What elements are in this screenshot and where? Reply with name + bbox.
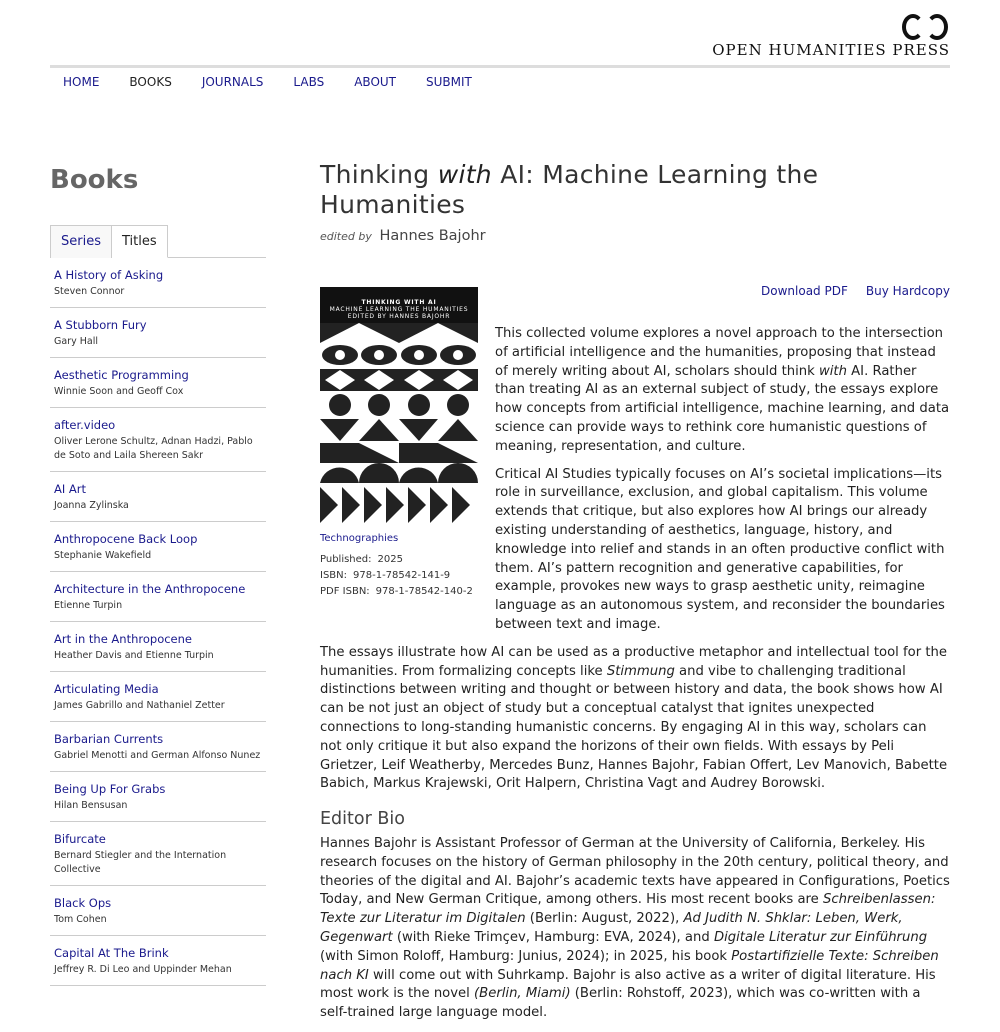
editor-bio: Hannes Bajohr is Assistant Professor of German at the University of California, Berkeley. His research focuses on the history of German philosophy in the 20th century, political theory, and theories of the digital and AI. Bajohr’s academic texts have appeared in Configurations, Poetics Today, and New German Critique, among others. His most recent books are Schreibenlassen: Texte zur Literatur im Digitalen (Berlin: August, 2022), Ad Judith N. Shklar: Leben, Werk, Gegenwart (with Rieke Trimçev, Hamburg: EVA, 2024), and Digitale Literatur zur Einführung (with Simon Roloff, Hamburg: Junius, 2024); in 2025, his book Postartifizielle Texte: Schreiben nach KI will come out with Suhrkamp. Bajohr is also active as a writer of digital literature. His most work is the novel (Berlin, Miami) (Berlin: Rohstoff, 2023), which was co-written with a self-trained large language model. — [320, 835, 950, 1021]
list-item — [50, 258, 266, 308]
book-title-link[interactable]: Bifurcate — [54, 832, 106, 846]
series-link[interactable]: Technographies — [320, 533, 399, 544]
edited-by-label: edited by — [320, 230, 372, 243]
book-list — [50, 258, 266, 986]
book-author: Gary Hall — [54, 336, 98, 347]
nav-journals[interactable]: JOURNALS — [201, 75, 264, 89]
book-title-link[interactable]: Anthropocene Back Loop — [54, 532, 198, 546]
list-item — [50, 472, 266, 522]
list-item — [50, 358, 266, 408]
list-item — [50, 936, 266, 986]
list-item — [50, 772, 266, 822]
page-title: Thinking with AI: Machine Learning the Humanities — [320, 160, 819, 219]
download-pdf-link[interactable]: Download PDF — [761, 284, 848, 298]
book-meta: Published: 2025 ISBN: 978-1-78542-141-9 PDF ISBN: 978-1-78542-140-2 — [320, 554, 473, 597]
logo-text: OPEN HUMANITIES PRESS — [712, 41, 950, 59]
book-author: James Gabrillo and Nathaniel Zetter — [54, 700, 225, 711]
list-item — [50, 722, 266, 772]
book-title-link[interactable]: Capital At The Brink — [54, 946, 169, 960]
book-title-link[interactable]: A History of Asking — [54, 268, 164, 282]
book-author: Bernard Stiegler and the Internation Collective — [54, 850, 227, 875]
main-nav — [50, 75, 489, 95]
book-author: Steven Connor — [54, 286, 125, 297]
published-year: 2025 — [377, 554, 403, 565]
book-actions — [761, 284, 950, 298]
list-item — [50, 886, 266, 936]
list-item — [50, 672, 266, 722]
editor-name: Hannes Bajohr — [379, 228, 486, 244]
description-paragraph: This collected volume explores a novel approach to the intersection of artificial intelligence and the humanities, proposing that instead of merely writing about AI, scholars should think with AI. Rather than treating AI as an external subject of study, the essays explore how concepts from artificial intelligence, machine learning, and data science can provide ways to rethink core humanistic questions of meaning, representation, and culture. — [495, 326, 950, 454]
book-title-link[interactable]: Being Up For Grabs — [54, 782, 166, 796]
title-emphasis: with — [437, 160, 492, 189]
book-author: Jeffrey R. Di Leo and Uppinder Mehan — [54, 964, 232, 975]
book-title-link[interactable]: Barbarian Currents — [54, 732, 164, 746]
nav-labs[interactable]: LABS — [293, 75, 325, 89]
editor-line — [320, 228, 950, 244]
site-logo[interactable] — [712, 14, 950, 59]
list-item — [50, 522, 266, 572]
book-author: Stephanie Wakefield — [54, 550, 152, 561]
nav-submit[interactable]: SUBMIT — [426, 75, 472, 89]
list-item — [50, 572, 266, 622]
nav-home[interactable]: HOME — [63, 75, 100, 89]
book-title-link[interactable]: Art in the Anthropocene — [54, 632, 192, 646]
book-title-link[interactable]: A Stubborn Fury — [54, 318, 147, 332]
pdf-isbn: 978-1-78542-140-2 — [375, 586, 473, 597]
list-item — [50, 822, 266, 886]
description-paragraph: The essays illustrate how AI can be used as a productive metaphor and intellectual tool for the humanities. From formalizing concepts like Stimmung and vibe to challenging traditional distinctions between writing and thought or between history and data, the book shows how AI can be not just an object of study but a conceptual catalyst that ignites unexpected connections to long-standing humanistic concerns. By engaging AI in this way, scholars can not only critique it but also expand the horizons of their own fields. With essays by Peli Grietzer, Leif Weatherby, Mercedes Bunz, Hannes Bajohr, Fabian Offert, Lev Manovich, Babette Babich, Markus Krajewski, Orit Halpern, Christina Vagt and Audrey Borowski. — [320, 644, 948, 792]
sidebar-heading: Books — [50, 165, 139, 195]
nav-books[interactable]: BOOKS — [129, 75, 172, 89]
book-description — [320, 325, 950, 1032]
book-title-link[interactable]: Black Ops — [54, 896, 112, 910]
editor-bio-heading: Editor Bio — [320, 809, 405, 830]
list-item — [50, 408, 266, 472]
book-title-link[interactable]: Aesthetic Programming — [54, 368, 189, 382]
book-author: Gabriel Menotti and German Alfonso Nunez — [54, 750, 261, 761]
book-author: Joanna Zylinska — [54, 500, 129, 511]
tab-titles[interactable]: Titles — [112, 225, 168, 258]
sidebar — [50, 165, 266, 986]
list-item — [50, 308, 266, 358]
tab-series[interactable]: Series — [50, 225, 112, 258]
buy-hardcopy-link[interactable]: Buy Hardcopy — [865, 284, 950, 298]
description-paragraph: Critical AI Studies typically focuses on AI’s societal implications—its role in surveillance, exclusion, and global capitalism. This volume extends that critique, but also explores how AI brings our already existing understanding of aesthetics, language, history, and knowledge into relief and stands in an often productive conflict with them. AI’s pattern recognition and generative capabilities, for example, provokes new ways to grasp aesthetic unity, reimagine language as an autonomous system, and reconsider the boundaries between text and image. — [495, 466, 945, 632]
nav-about[interactable]: ABOUT — [354, 75, 397, 89]
cover-text: THINKING WITH AI MACHINE LEARNING THE HUMANITIES EDITED BY HANNES BAJOHR — [329, 299, 469, 320]
list-item — [50, 622, 266, 672]
book-title-link[interactable]: Architecture in the Anthropocene — [54, 582, 246, 596]
book-title-link[interactable]: after.video — [54, 418, 116, 432]
sidebar-tabs — [50, 225, 266, 258]
book-author: Hilan Bensusan — [54, 800, 128, 811]
book-title-link[interactable]: AI Art — [54, 482, 87, 496]
isbn: 978-1-78542-141-9 — [353, 570, 451, 581]
site-header — [50, 0, 950, 68]
book-detail — [320, 160, 950, 1021]
book-author: Heather Davis and Etienne Turpin — [54, 650, 214, 661]
book-title-link[interactable]: Articulating Media — [54, 682, 159, 696]
book-author: Etienne Turpin — [54, 600, 123, 611]
book-author: Tom Cohen — [54, 914, 107, 925]
book-author: Oliver Lerone Schultz, Adnan Hadzi, Pablo de Soto and Laila Shereen Sakr — [54, 436, 253, 461]
logo-mark-icon — [902, 14, 948, 40]
book-author: Winnie Soon and Geoff Cox — [54, 386, 184, 397]
